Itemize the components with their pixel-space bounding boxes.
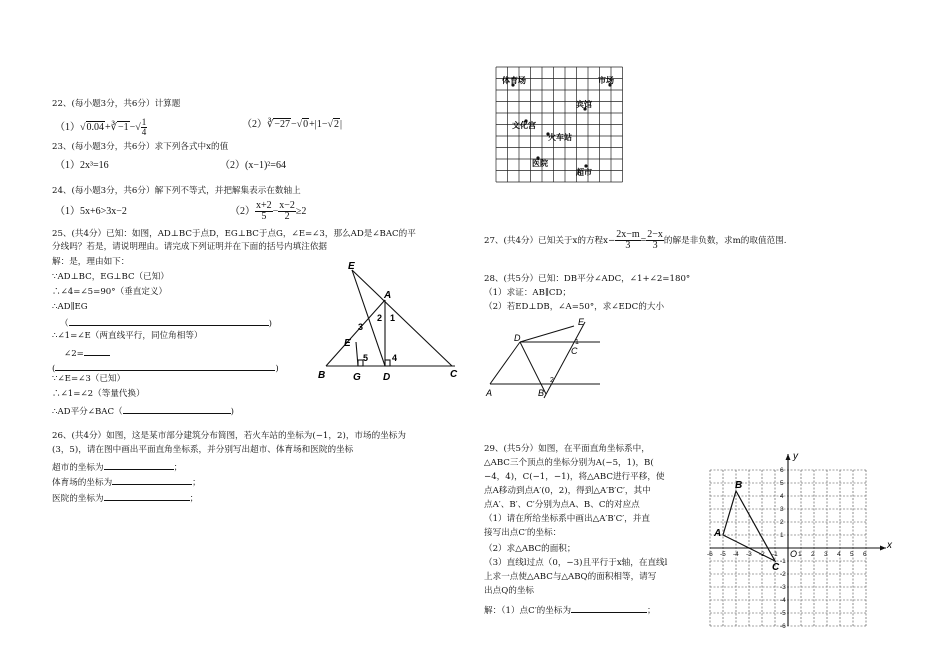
x-tick-label: 1 — [798, 551, 802, 558]
q26-line2: (3，5)，请在图中画出平面直角坐标系，并分别写出超市、体育场和医院的坐标 — [52, 445, 354, 455]
line-db — [520, 342, 546, 394]
q26-line1: 26、(共4分）如图，这是某市部分建筑分布简图，若火车站的坐标为(−1，2)，市场的坐标为 — [52, 431, 406, 441]
q24-title: 24、(每小题3分，共6分）解下列不等式，并把解集表示在数轴上 — [52, 186, 301, 196]
q25-step: 解：是，理由如下： — [52, 257, 130, 267]
q23-part1: （1）2x³=16 — [55, 160, 109, 171]
q25-step: ∴∠4=∠5=90°（垂直定义） — [52, 287, 168, 297]
x-axis-arrow — [880, 546, 886, 551]
q26-supermarket-row: 超市的坐标为 ； — [52, 460, 182, 474]
answer-blank[interactable] — [69, 316, 269, 326]
map-label-hotel: 宾馆 — [576, 100, 592, 109]
q24-part1: （1）5x+6>3x−2 — [55, 206, 127, 217]
q23-title: 23、(每小题3分，共6分）求下列各式中x的值 — [52, 142, 229, 152]
x-tick-label: -6 — [707, 551, 713, 558]
q25-step: ∵∠E=∠3（已知） — [52, 374, 126, 384]
q22-part2: （2）∛−27−√0+|1−√2| — [242, 119, 342, 130]
answer-blank[interactable] — [104, 491, 190, 501]
label-vertex-b: B — [735, 480, 743, 491]
map-label-stadium: 体育场 — [502, 76, 526, 85]
y-axis-arrow — [786, 454, 791, 460]
q25-line2: 分线吗？若是，请说明理由。请完成下列证明并在下面的括号内填注依据 — [52, 242, 328, 252]
q25-step: ∴AD∥EG — [52, 302, 88, 312]
answer-blank[interactable] — [112, 475, 192, 485]
answer-blank[interactable] — [104, 460, 174, 470]
y-tick-label: -3 — [780, 584, 786, 591]
label-angle-1: 1 — [390, 313, 396, 323]
q25-blank-row: （ ) — [60, 316, 272, 330]
answer-blank[interactable] — [571, 603, 647, 613]
q25-step: ∵AD⊥BC，EG⊥BC（已知） — [52, 272, 169, 282]
q25-blank-row: ( ) — [52, 361, 279, 375]
label-vertex-a: A — [714, 528, 722, 539]
y-tick-label: -5 — [780, 610, 786, 617]
label-d: D — [383, 372, 391, 383]
y-tick-label: 4 — [780, 493, 784, 500]
label-d: D — [514, 333, 521, 343]
x-tick-label: 6 — [863, 551, 867, 558]
map-label-supermarket: 超市 — [576, 168, 592, 177]
q29-line: （3）直线l过点（0，−3)且平行于x轴，在直线l — [484, 558, 668, 568]
x-tick-label: 2 — [811, 551, 815, 558]
label-angle-2: 2 — [377, 313, 383, 323]
label-x-axis: x — [887, 540, 892, 551]
y-tick-label: -1 — [780, 558, 786, 565]
q25-step: ∴∠1=∠E（两直线平行，同位角相等） — [52, 331, 203, 341]
q22-title: 22、(每小题3分，共6分）计算题 — [52, 99, 181, 109]
right-angle-mark-d — [385, 360, 390, 366]
q28-figure — [482, 314, 612, 402]
map-label-hospital: 医院 — [532, 159, 548, 168]
x-tick-label: -2 — [759, 551, 765, 558]
q29-line: （2）求△ABC的面积； — [484, 544, 576, 554]
x-tick-label: -3 — [746, 551, 752, 558]
q26-hospital-row: 医院的坐标为 ； — [52, 491, 198, 505]
label-e-top: E — [348, 261, 355, 272]
answer-blank[interactable] — [84, 346, 110, 356]
label-vertex-c: C — [772, 562, 780, 573]
label-b: B — [318, 370, 326, 381]
q22-part1: （1）√0.04+∛−1−√ $\frac{1}{4}$ — [55, 117, 147, 137]
y-tick-label: -6 — [780, 623, 786, 630]
label-c: C — [450, 369, 458, 380]
y-tick-label: 1 — [780, 532, 784, 539]
label-y-axis: y — [793, 451, 798, 462]
x-tick-label: 3 — [824, 551, 828, 558]
x-tick-label: -4 — [733, 551, 739, 558]
y-tick-label: -2 — [780, 571, 786, 578]
q29-line: △ABC三个顶点的坐标分别为A(−5，1)，B( — [484, 458, 654, 468]
label-angle-3: 3 — [358, 322, 364, 332]
q26-stadium-row: 体育场的坐标为 ； — [52, 475, 201, 489]
label-angle-1: 1 — [575, 339, 579, 346]
answer-blank[interactable] — [123, 404, 231, 414]
map-label-market: 市场 — [598, 76, 614, 85]
q24-part2: （2） $\frac{x+2}{5}$ − $\frac{x-2}{2}$ ≥2 — [230, 200, 307, 222]
q29-coordinate-plane — [706, 450, 896, 632]
label-angle-2: 2 — [550, 377, 554, 384]
label-g: G — [353, 372, 361, 383]
y-tick-label: 5 — [780, 480, 784, 487]
q29-line: 接写出点C′的坐标： — [484, 528, 562, 538]
q29-line: 出点Q的坐标 — [484, 586, 535, 596]
label-angle-4: 4 — [392, 353, 398, 363]
q29-line: 点A移动到点A′(0，2)，得到△A′B′C′，其中 — [484, 486, 651, 496]
label-origin: O — [790, 549, 798, 559]
label-a: A — [486, 388, 493, 398]
line-da — [490, 342, 520, 384]
label-e-lower: E — [344, 338, 351, 349]
q29-line: −4，4)，C(−1，−1)，将△ABC进行平移，使 — [484, 472, 665, 482]
q29-line: 上求一点使△ABC与△ABQ的面积相等，请写 — [484, 572, 657, 582]
q25-angle2-row: ∠2= — [64, 346, 110, 360]
y-tick-label: 6 — [780, 467, 784, 474]
q28-line3: （2）若ED⊥DB，∠A=50°，求∠EDC的大小 — [484, 302, 665, 312]
q29-line: （1）请在所给坐标系中画出△A′B′C′，并直 — [484, 514, 650, 524]
q25-line1: 25、(共4分）已知：如图，AD⊥BC于点D，EG⊥BC于点G，∠E=∠3，那么AD是∠BAC的平 — [52, 229, 416, 239]
label-e: E — [578, 317, 585, 327]
label-c: C — [571, 346, 578, 356]
q25-step: ∴∠1=∠2（等量代换） — [52, 389, 145, 399]
line-e-to-c — [352, 270, 452, 366]
map-label-train-station: 火车站 — [548, 133, 572, 142]
y-tick-label: 3 — [780, 506, 784, 513]
q29-line: 29、(共5分）如图，在平面直角坐标系中， — [484, 444, 650, 454]
label-b: B — [538, 388, 545, 398]
q29-answer-row: 解：（1）点C′的坐标为 ； — [484, 603, 656, 617]
q23-part2: （2）(x−1)²=64 — [220, 160, 286, 171]
answer-blank[interactable] — [55, 361, 275, 371]
y-tick-label: -4 — [780, 597, 786, 604]
q29-line: 点A′、B′、C′分别为点A、B、C的对应点 — [484, 500, 640, 510]
q25-blank-row: ∴AD平分∠BAC（ ) — [52, 404, 234, 418]
q26-map — [488, 62, 638, 190]
q27-line: 27、(共4分）已知关于x的方程x− $\frac{2x-m}{3}$ = $\frac{2-x}{3}$ 的解是非负数，求m的取值范围. — [484, 229, 787, 251]
label-angle-5: 5 — [363, 353, 369, 363]
q25-figure — [310, 258, 470, 388]
q28-line2: （1）求证：AB∥CD； — [484, 288, 571, 298]
label-a: A — [384, 290, 392, 301]
x-tick-label: -1 — [772, 551, 778, 558]
line-de — [520, 326, 574, 342]
line-a-to-b — [326, 300, 385, 366]
y-tick-label: 2 — [780, 519, 784, 526]
q28-line1: 28、(共5分）已知：DB平分∠ADC，∠1+∠2=180° — [484, 274, 691, 284]
x-tick-label: 5 — [850, 551, 854, 558]
x-tick-label: 4 — [837, 551, 841, 558]
x-tick-label: -5 — [720, 551, 726, 558]
map-label-culture-palace: 文化宫 — [512, 121, 536, 130]
